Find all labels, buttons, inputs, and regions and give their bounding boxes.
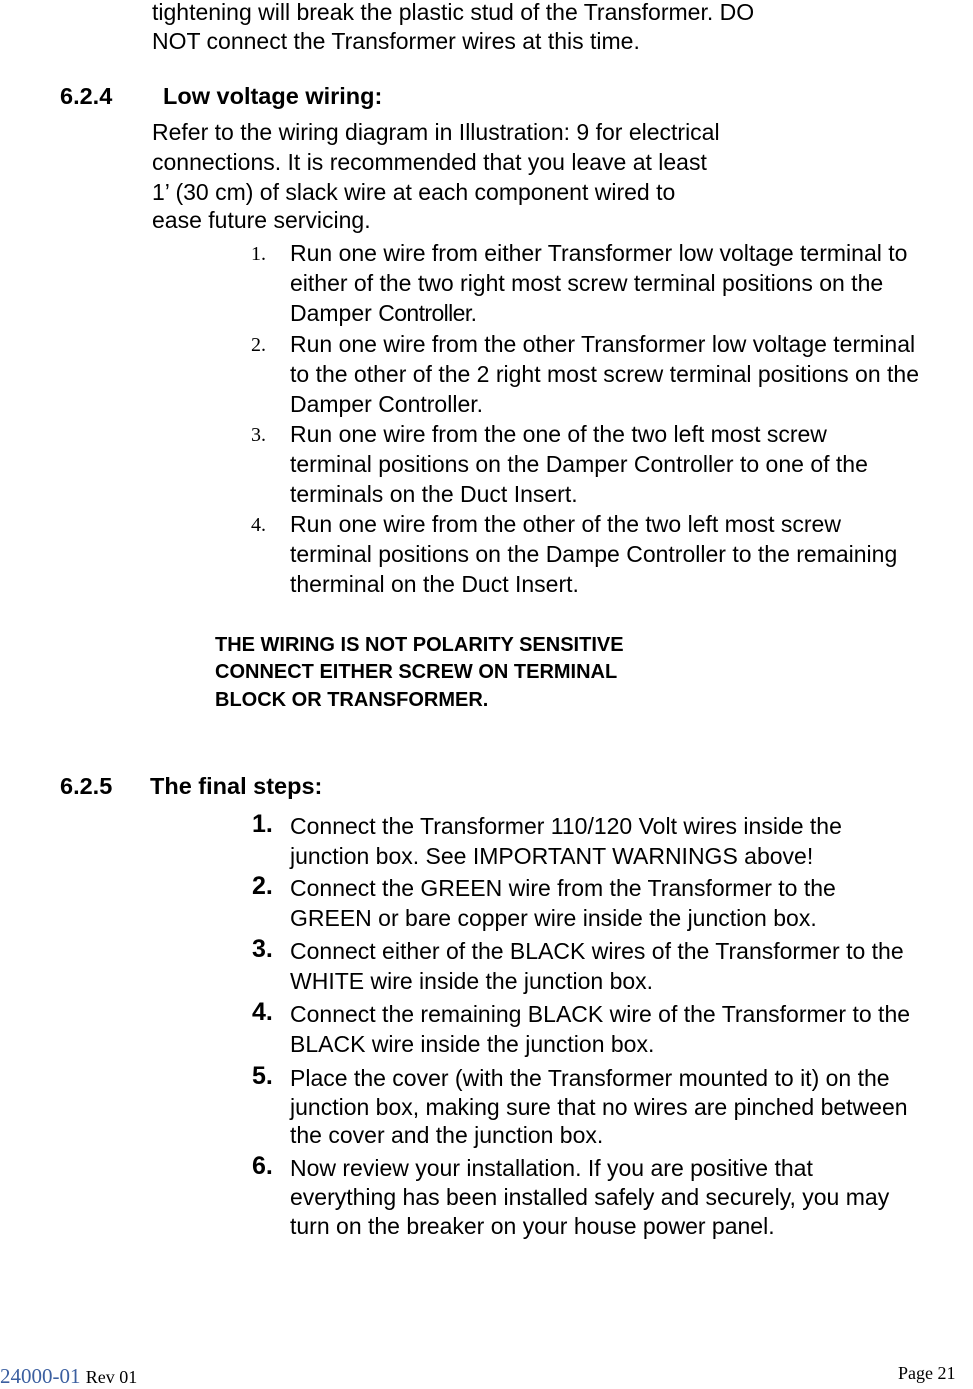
final-step-number: 6. [252, 1152, 273, 1180]
final-step-line: BLACK wire inside the junction box. [290, 1031, 655, 1057]
section-624-para-line: Refer to the wiring diagram in Illustration: 9 for electrical [152, 119, 720, 145]
section-624-para-line: ease future servicing. [152, 207, 371, 233]
final-step-line: the cover and the junction box. [290, 1122, 604, 1148]
final-step-line: Connect the GREEN wire from the Transformer to the [290, 875, 836, 901]
step-number: 2. [251, 334, 266, 356]
final-step-number: 4. [252, 998, 273, 1026]
final-step-line: Connect the Transformer 110/120 Volt wires inside the [290, 813, 842, 839]
final-step-line: Connect either of the BLACK wires of the Transformer to the [290, 938, 904, 964]
section-624-title: Low voltage wiring: [163, 83, 383, 109]
final-step-number: 5. [252, 1062, 273, 1090]
footer-revision: Rev 01 [85, 1367, 138, 1387]
final-step-number: 3. [252, 935, 273, 963]
final-step-line: Now review your installation. If you are positive that [290, 1155, 813, 1181]
final-step-line: turn on the breaker on your house power panel. [290, 1213, 775, 1239]
section-624-para-line: 1’ (30 cm) of slack wire at each component wired to [152, 179, 676, 205]
step-number: 4. [251, 514, 266, 536]
final-step-line: everything has been installed safely and securely, you may [290, 1184, 890, 1210]
intro-line-1: tightening will break the plastic stud of the Transformer. DO [152, 0, 755, 25]
final-step-line: Place the cover (with the Transformer mounted to it) on the [290, 1065, 890, 1091]
step-line: to the other of the 2 right most screw terminal positions on the [290, 361, 919, 387]
section-625-number: 6.2.5 [60, 773, 113, 799]
step-line: Run one wire from either Transformer low voltage terminal to [290, 240, 908, 266]
step-line [290, 298, 476, 328]
step-line: either of the two right most screw terminal positions on the [290, 270, 884, 296]
step-line: terminals on the Duct Insert. [290, 481, 578, 507]
step-tail-a: Damper [290, 300, 379, 326]
intro-line-2: NOT connect the Transformer wires at this time. [152, 28, 640, 54]
step-line: terminal positions on the Dampe Controller to the remaining [290, 541, 898, 567]
final-step-line: junction box. See IMPORTANT WARNINGS above! [290, 843, 814, 869]
footer-doc-code: 24000-01 [0, 1364, 81, 1388]
section-625-title: The final steps: [150, 773, 323, 799]
final-step-line: Connect the remaining BLACK wire of the Transformer to the [290, 1001, 911, 1027]
step-number: 1. [251, 243, 266, 265]
final-step-line: GREEN or bare copper wire inside the junction box. [290, 905, 817, 931]
step-line: Damper Controller. [290, 391, 484, 417]
step-line: terminal positions on the Damper Controller to one of the [290, 451, 868, 477]
warning-line: THE WIRING IS NOT POLARITY SENSITIVE [215, 634, 624, 656]
step-line: Run one wire from the other of the two left most screw [290, 511, 841, 537]
warning-line: BLOCK OR TRANSFORMER. [215, 689, 489, 711]
step-tail-b: Controller. [378, 300, 477, 326]
footer-doc-id [0, 1364, 137, 1389]
section-624-para-line: connections. It is recommended that you leave at least [152, 149, 707, 175]
warning-line: CONNECT EITHER SCREW ON TERMINAL [215, 661, 618, 683]
final-step-line: WHITE wire inside the junction box. [290, 968, 654, 994]
step-line: therminal on the Duct Insert. [290, 571, 579, 597]
footer-page-number: Page 21 [898, 1363, 956, 1383]
section-624-number: 6.2.4 [60, 83, 113, 109]
step-line: Run one wire from the one of the two left most screw [290, 421, 827, 447]
final-step-number: 2. [252, 872, 273, 900]
final-step-line: junction box, making sure that no wires are pinched between [290, 1094, 908, 1120]
step-number: 3. [251, 424, 266, 446]
final-step-number: 1. [252, 810, 273, 838]
step-line: Run one wire from the other Transformer low voltage terminal [290, 331, 916, 357]
